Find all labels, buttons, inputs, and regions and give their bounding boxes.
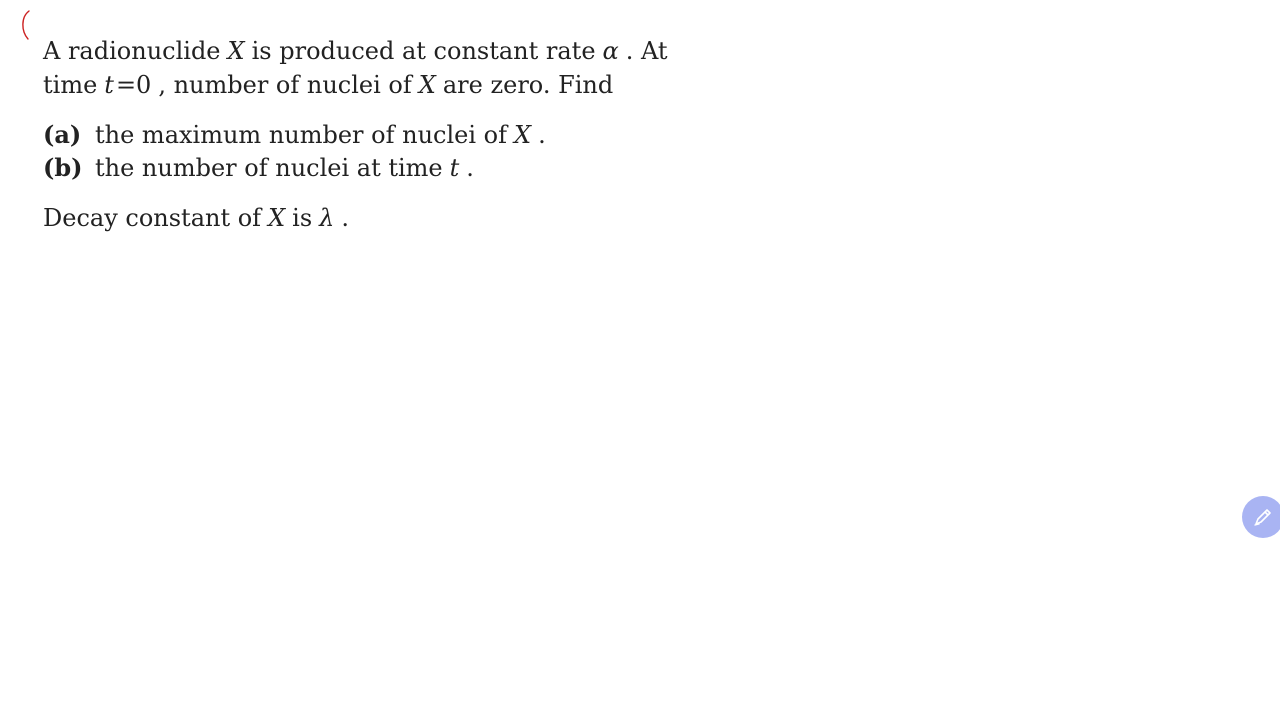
part-text: the number of nuclei at time [95, 154, 443, 182]
decay-constant-line [43, 201, 703, 235]
red-pen-mark [19, 9, 33, 41]
question-parts [43, 118, 703, 184]
text: , number of nuclei of [158, 71, 412, 99]
text: . [466, 154, 474, 182]
text: are zero. Find [442, 71, 614, 99]
math-var-x: X [268, 204, 286, 232]
question-line-1 [43, 34, 703, 68]
part-text: the maximum number of nuclei of [95, 121, 507, 149]
pen-edit-icon [1252, 506, 1274, 528]
part-b [43, 151, 703, 184]
math-var-t: t [449, 154, 460, 182]
question-line-2 [43, 68, 703, 102]
math-var-x: X [418, 71, 436, 99]
text: is produced at constant rate [251, 37, 596, 65]
edit-pen-button[interactable] [1242, 496, 1280, 538]
part-label: (a) [43, 120, 82, 149]
math-equals-zero: =0 [115, 71, 152, 99]
text: . [538, 121, 546, 149]
part-a [43, 118, 703, 151]
math-var-x: X [513, 121, 532, 149]
part-label: (b) [43, 153, 83, 182]
text: time [43, 71, 98, 99]
math-var-alpha: α [602, 37, 619, 65]
question-block [43, 34, 703, 235]
text: . At [625, 37, 668, 65]
text: . [341, 204, 350, 232]
text: is [292, 204, 313, 232]
math-var-t: t [104, 71, 114, 99]
text: A radionuclide [43, 37, 221, 65]
math-var-x: X [227, 37, 245, 65]
text: Decay constant of [43, 204, 262, 232]
math-var-lambda: λ [319, 204, 335, 232]
